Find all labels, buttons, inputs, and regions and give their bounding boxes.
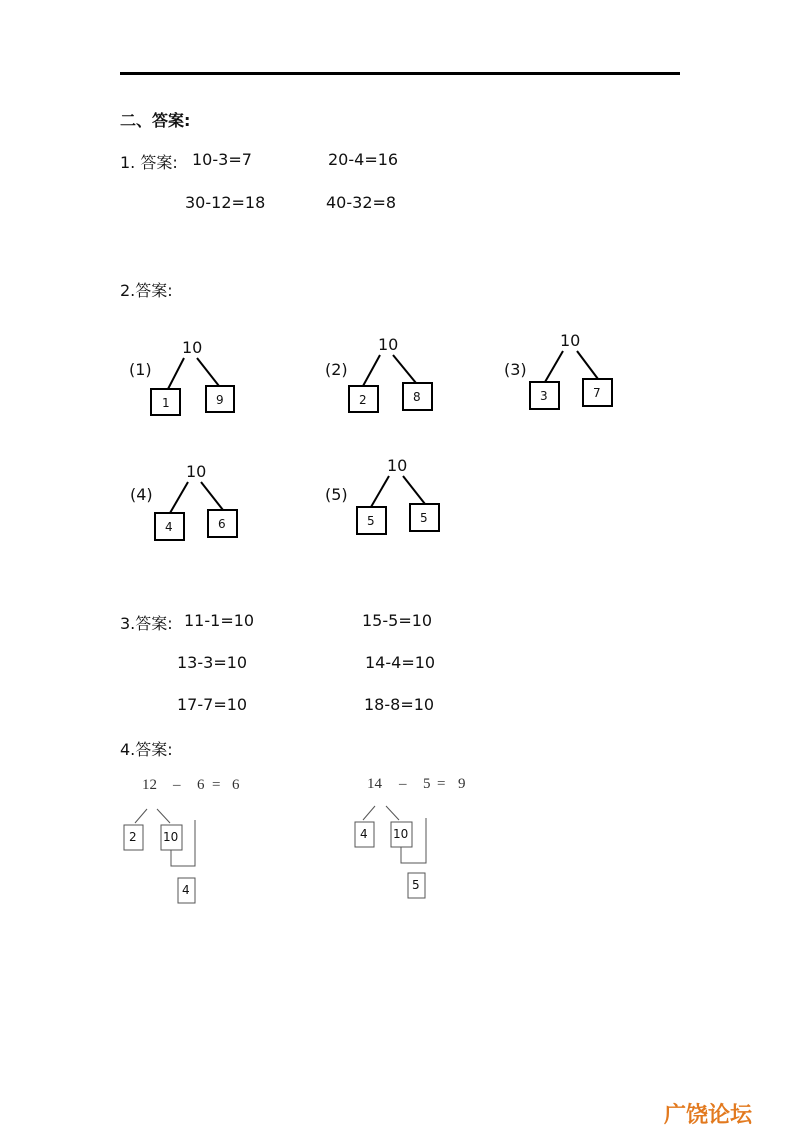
q4-p1-split2: 10 [163,830,179,844]
q3-eq-1: 11-1=10 [184,611,255,630]
q2-label: 2.答案: [120,281,173,300]
q4-p2-split2: 10 [393,827,409,841]
q4-p2-split1: 4 [360,827,368,841]
tree-2-top: 10 [378,335,399,354]
tree-4-left: 4 [165,520,173,534]
q3-label: 3.答案: [120,614,173,633]
watermark-logo: 广饶论坛 [664,1103,753,1128]
q1-eq-2: 20-4=16 [328,150,399,169]
q1-eq-1: 10-3=7 [192,150,252,169]
q4-p2-final: 5 [412,878,420,892]
tree-3-right: 7 [593,386,601,400]
tree-1-right: 9 [216,393,224,407]
q4-p2-res: 9 [458,776,466,792]
tree-1-left: 1 [162,396,170,410]
tree-2-left: 2 [359,393,367,407]
q4-p1-split1: 2 [129,830,137,844]
q4-p1-op: – [173,777,181,793]
q3-eq-4: 14-4=10 [365,653,436,672]
tree-1-id: (1) [129,360,152,379]
tree-3-id: (3) [504,360,527,379]
tree-3-left: 3 [540,389,548,403]
tree-5-left: 5 [367,514,375,528]
q4-p1-eq: = [212,777,221,793]
q3-eq-2: 15-5=10 [362,611,433,630]
tree-3-top: 10 [560,331,581,350]
tree-5-right: 5 [420,511,428,525]
q1-eq-4: 40-32=8 [326,193,397,212]
tree-2-right: 8 [413,390,421,404]
q3-eq-3: 13-3=10 [177,653,248,672]
q4-p2-eq: = [437,776,446,792]
q3-eq-5: 17-7=10 [177,695,248,714]
q4-p1-b: 6 [197,777,205,793]
q4-label: 4.答案: [120,740,173,759]
tree-1-top: 10 [182,338,203,357]
tree-2-id: (2) [325,360,348,379]
tree-5-id: (5) [325,485,348,504]
tree-4-top: 10 [186,462,207,481]
q4-p2-op: – [399,776,407,792]
section-title: 二、答案: [120,111,191,130]
q3-eq-6: 18-8=10 [364,695,435,714]
tree-5-top: 10 [387,456,408,475]
q1-eq-3: 30-12=18 [185,193,266,212]
tree-4-id: (4) [130,485,153,504]
q4-p1-a: 12 [142,777,157,793]
q4-p1-res: 6 [232,777,240,793]
q4-p2-b: 5 [423,776,431,792]
q1-label: 1. 答案: [120,153,178,172]
q4-p2-a: 14 [367,776,382,792]
tree-4-right: 6 [218,517,226,531]
q4-p1-final: 4 [182,883,190,897]
